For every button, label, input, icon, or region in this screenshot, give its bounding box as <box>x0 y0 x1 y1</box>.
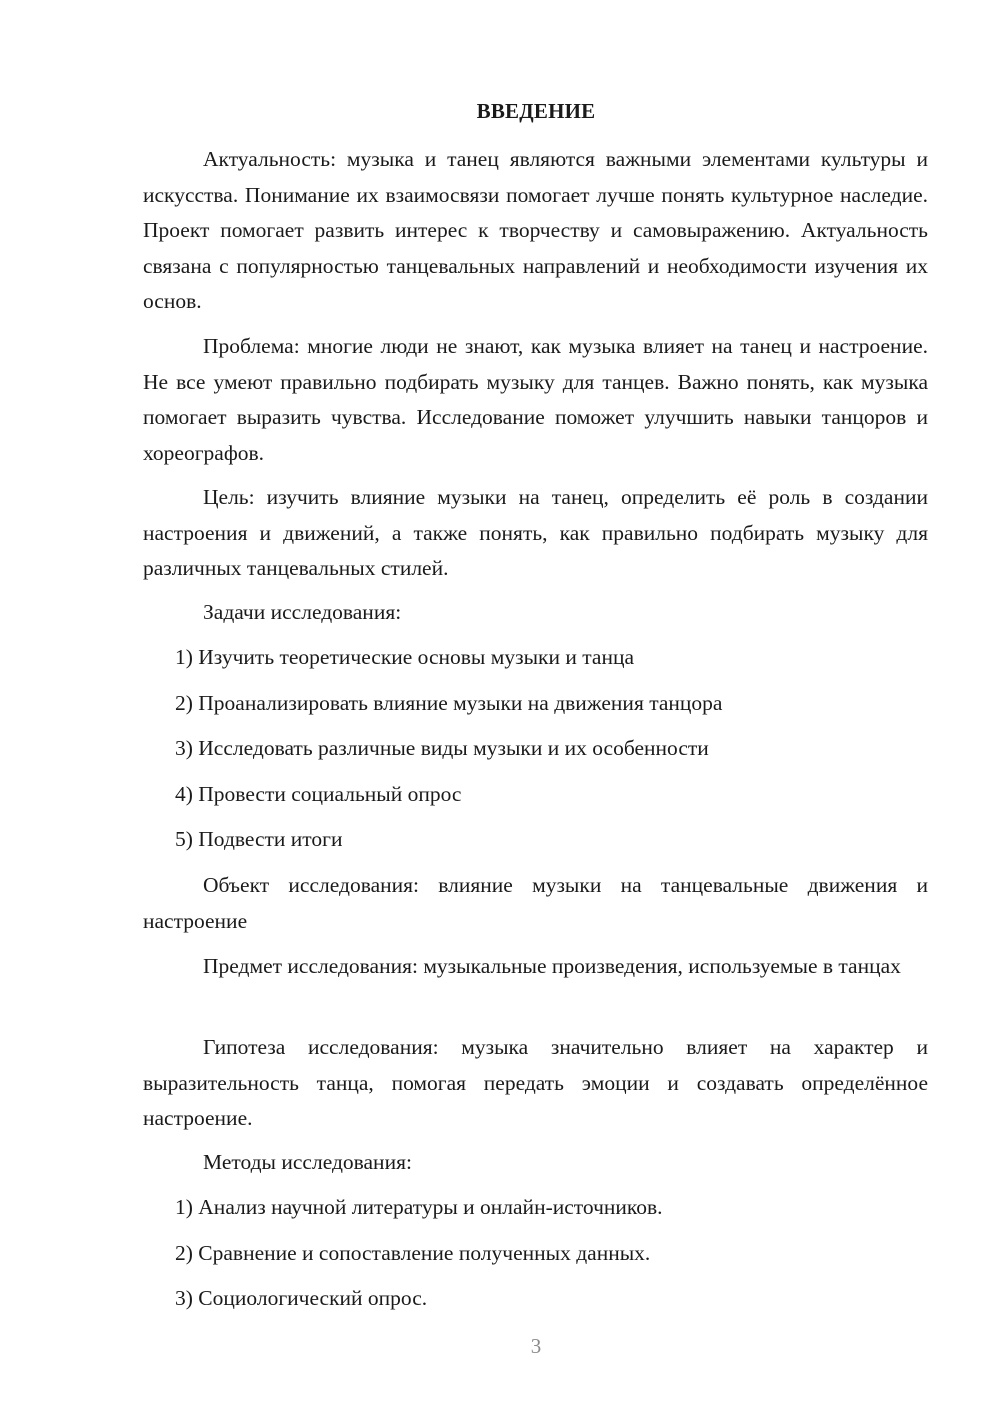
goal-paragraph: Цель: изучить влияние музыки на танец, определить её роль в создании настроения и движений, а также понять, как правильно подбирать музыку для различных танцевальных стилей. <box>143 485 928 580</box>
subject-paragraph: Предмет исследования: музыкальные произведения, используемые в танцах <box>203 954 901 978</box>
page-number: 3 <box>530 1334 542 1358</box>
method-item-2: 2) Сравнение и сопоставление полученных данных. <box>175 1241 651 1265</box>
relevance-paragraph: Актуальность: музыка и танец являются важными элементами культуры и искусства. Понимание их взаимосвязи помогает лучше понять культурное наследие. Проект помогает развить интерес к творчеству и самовыражению. Актуальность связана с популярностью танцевальных направлений и необходимости изучения их основ. <box>143 147 928 313</box>
tasks-heading: Задачи исследования: <box>203 600 402 624</box>
task-item-1: 1) Изучить теоретические основы музыки и танца <box>175 645 634 669</box>
task-item-4: 4) Провести социальный опрос <box>175 782 462 806</box>
task-item-3: 3) Исследовать различные виды музыки и их особенности <box>175 736 709 760</box>
object-paragraph: Объект исследования: влияние музыки на танцевальные движения и настроение <box>143 873 928 933</box>
method-item-3: 3) Социологический опрос. <box>175 1286 428 1310</box>
hypothesis-paragraph: Гипотеза исследования: музыка значительно влияет на характер и выразительность танца, помогая передать эмоции и создавать определённое настроение. <box>143 1035 928 1130</box>
method-item-1: 1) Анализ научной литературы и онлайн-источников. <box>175 1195 663 1219</box>
page-title: ВВЕДЕНИЕ <box>476 99 596 123</box>
task-item-2: 2) Проанализировать влияние музыки на движения танцора <box>175 691 723 715</box>
methods-heading: Методы исследования: <box>203 1150 412 1174</box>
task-item-5: 5) Подвести итоги <box>175 827 343 851</box>
problem-paragraph: Проблема: многие люди не знают, как музыка влияет на танец и настроение. Не все умеют правильно подбирать музыку для танцев. Важно понять, как музыка помогает выразить чувства. Исследование поможет улучшить навыки танцоров и хореографов. <box>143 334 928 465</box>
